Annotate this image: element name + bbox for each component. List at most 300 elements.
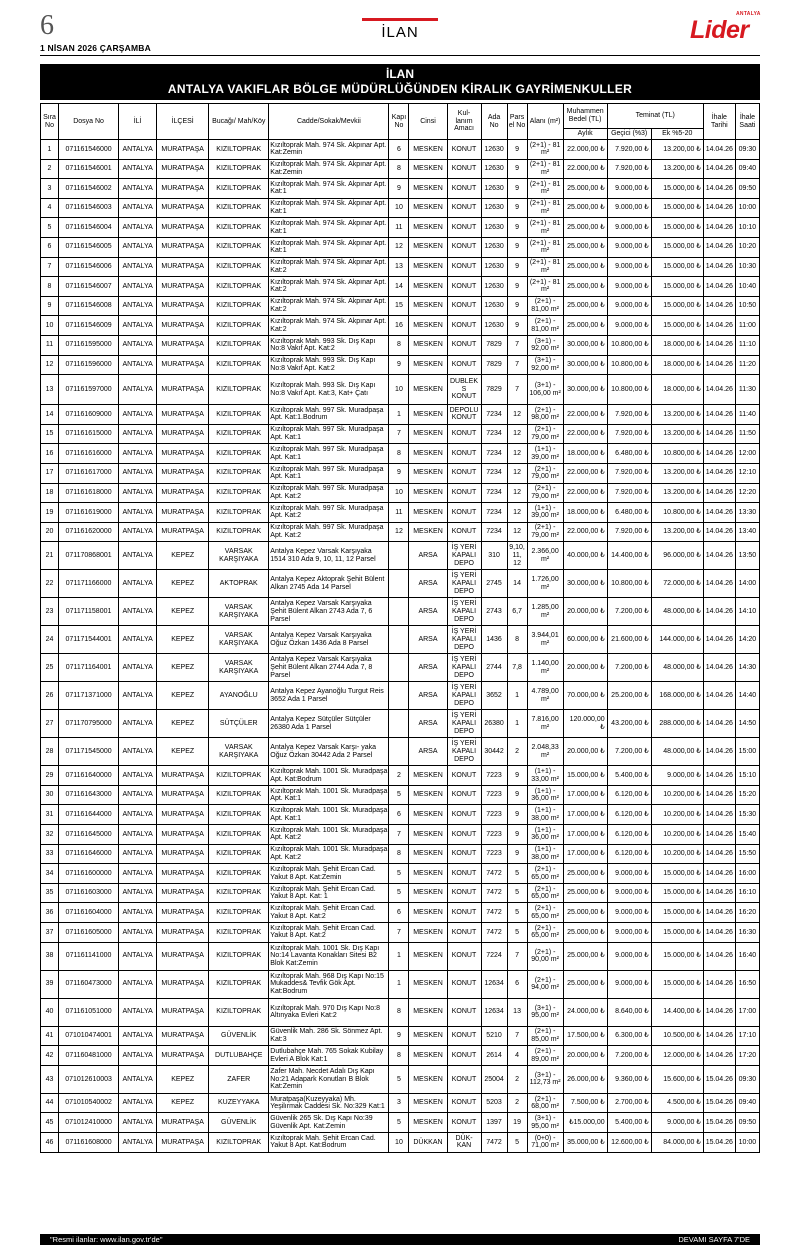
cell-kapi xyxy=(389,682,409,710)
cell-ek: 18.000,00 ₺ xyxy=(651,335,703,355)
notice-title-bar xyxy=(40,64,760,100)
cell-no: 46 xyxy=(41,1133,59,1153)
cell-ek: 13.200,00 ₺ xyxy=(651,159,703,179)
table-row xyxy=(41,654,760,682)
cell-ada: 7234 xyxy=(481,483,507,503)
cell-bedel: 22.000,00 ₺ xyxy=(563,159,607,179)
cell-cinsi: MESKEN xyxy=(409,1093,447,1113)
cell-ada: 12630 xyxy=(481,198,507,218)
table-row xyxy=(41,198,760,218)
cell-ek: 13.200,00 ₺ xyxy=(651,463,703,483)
cell-parsel: 7 xyxy=(507,1026,527,1046)
cell-ada: 7829 xyxy=(481,375,507,405)
cell-parsel: 12 xyxy=(507,424,527,444)
cell-ada: 7472 xyxy=(481,864,507,884)
cell-alan: 1.726,00 m² xyxy=(527,570,563,598)
cell-bedel: 17.000,00 ₺ xyxy=(563,805,607,825)
cell-cinsi: MESKEN xyxy=(409,785,447,805)
cell-saat: 15:40 xyxy=(735,825,759,845)
cell-tarih: 14.04.26 xyxy=(703,626,735,654)
cell-gecici: 12.600,00 ₺ xyxy=(607,1133,651,1153)
cell-ada: 2614 xyxy=(481,1046,507,1066)
cell-saat: 17:10 xyxy=(735,1026,759,1046)
col-header-ada: Ada No xyxy=(481,104,507,140)
cell-ilce: KEPEZ xyxy=(157,1093,209,1113)
cell-ek: 10.200,00 ₺ xyxy=(651,844,703,864)
cell-bedel: 18.000,00 ₺ xyxy=(563,503,607,523)
newspaper-logo xyxy=(690,11,761,46)
cell-dosya: 071161640000 xyxy=(59,766,119,786)
cell-amac: KONUT xyxy=(447,923,481,943)
cell-gecici: 7.920,00 ₺ xyxy=(607,463,651,483)
cell-gecici: 7.920,00 ₺ xyxy=(607,424,651,444)
cell-ilce: MURATPAŞA xyxy=(157,503,209,523)
cell-no: 34 xyxy=(41,864,59,884)
cell-saat: 10:20 xyxy=(735,237,759,257)
cell-gecici: 7.920,00 ₺ xyxy=(607,405,651,425)
cell-bucak: KIZILTOPRAK xyxy=(209,405,269,425)
cell-ilce: MURATPAŞA xyxy=(157,942,209,970)
cell-saat: 15:50 xyxy=(735,844,759,864)
cell-dosya: 071161546000 xyxy=(59,140,119,160)
cell-kapi: 10 xyxy=(389,375,409,405)
cell-alan: (0+0) - 71,00 m² xyxy=(527,1133,563,1153)
cell-dosya: 071171544001 xyxy=(59,626,119,654)
cell-bucak: DUTLUBAHÇE xyxy=(209,1046,269,1066)
cell-ada: 5210 xyxy=(481,1026,507,1046)
cell-parsel: 12 xyxy=(507,522,527,542)
table-row xyxy=(41,316,760,336)
cell-parsel: 9 xyxy=(507,179,527,199)
cell-alan: (2+1) - 94,00 m² xyxy=(527,970,563,998)
cell-cadde: Kızıltoprak Mah. 974 Sk. Akpınar Apt. Kat:Zemin xyxy=(269,140,389,160)
cell-cinsi: MESKEN xyxy=(409,844,447,864)
cell-saat: 09:30 xyxy=(735,1065,759,1093)
cell-dosya: 071161141000 xyxy=(59,942,119,970)
cell-ada: 7234 xyxy=(481,405,507,425)
cell-ek: 15.000,00 ₺ xyxy=(651,883,703,903)
cell-ek: 4.500,00 ₺ xyxy=(651,1093,703,1113)
cell-dosya: 071161546008 xyxy=(59,296,119,316)
cell-ada: 26380 xyxy=(481,710,507,738)
cell-kapi: 9 xyxy=(389,355,409,375)
footer-note: "Resmi ilanlar: www.ilan.gov.tr'de" xyxy=(50,1235,163,1244)
cell-bedel: 15.000,00 ₺ xyxy=(563,766,607,786)
cell-ek: 9.000,00 ₺ xyxy=(651,766,703,786)
cell-parsel: 6,7 xyxy=(507,598,527,626)
cell-kapi: 16 xyxy=(389,316,409,336)
cell-saat: 15:00 xyxy=(735,738,759,766)
cell-il: ANTALYA xyxy=(119,444,157,464)
cell-no: 13 xyxy=(41,375,59,405)
cell-il: ANTALYA xyxy=(119,1133,157,1153)
table-row xyxy=(41,903,760,923)
cell-bucak: KIZILTOPRAK xyxy=(209,198,269,218)
cell-ada: 12634 xyxy=(481,970,507,998)
cell-cinsi: ARSA xyxy=(409,626,447,654)
cell-ilce: MURATPAŞA xyxy=(157,405,209,425)
cell-amac: KONUT xyxy=(447,1026,481,1046)
cell-tarih: 14.04.26 xyxy=(703,375,735,405)
cell-amac: İŞ YERİ KAPALI DEPO xyxy=(447,570,481,598)
cell-bedel: 25.000,00 ₺ xyxy=(563,923,607,943)
cell-gecici: 7.200,00 ₺ xyxy=(607,738,651,766)
cell-ada: 3652 xyxy=(481,682,507,710)
cell-gecici: 9.000,00 ₺ xyxy=(607,883,651,903)
cell-ek: 96.000,00 ₺ xyxy=(651,542,703,570)
cell-no: 1 xyxy=(41,140,59,160)
cell-saat: 16:10 xyxy=(735,883,759,903)
cell-amac: KONUT xyxy=(447,1093,481,1113)
cell-cinsi: MESKEN xyxy=(409,424,447,444)
table-row xyxy=(41,503,760,523)
cell-no: 20 xyxy=(41,522,59,542)
cell-parsel: 9 xyxy=(507,825,527,845)
cell-cadde: Kızıltoprak Mah. 997 Sk. Muradpaşa Apt. Kat:1 xyxy=(269,444,389,464)
cell-cinsi: MESKEN xyxy=(409,375,447,405)
cell-no: 25 xyxy=(41,654,59,682)
cell-bucak: KIZILTOPRAK xyxy=(209,140,269,160)
cell-kapi: 12 xyxy=(389,522,409,542)
cell-cadde: Kızıltoprak Mah. Şehit Ercan Cad. Yakut 8 Apt. Kat:Bodrum xyxy=(269,1133,389,1153)
cell-ek: 13.200,00 ₺ xyxy=(651,522,703,542)
cell-dosya: 071161603000 xyxy=(59,883,119,903)
cell-no: 17 xyxy=(41,463,59,483)
table-row xyxy=(41,598,760,626)
cell-kapi: 8 xyxy=(389,998,409,1026)
cell-parsel: 1 xyxy=(507,682,527,710)
cell-tarih: 14.04.26 xyxy=(703,542,735,570)
cell-ada: 7234 xyxy=(481,522,507,542)
table-row xyxy=(41,483,760,503)
cell-gecici: 10.800,00 ₺ xyxy=(607,375,651,405)
cell-il: ANTALYA xyxy=(119,864,157,884)
table-row xyxy=(41,1065,760,1093)
cell-dosya: 071012410000 xyxy=(59,1113,119,1133)
cell-cadde: Kızıltoprak Mah. 993 Sk. Dış Kapı No:8 Vakıf Apt. Kat:2 xyxy=(269,335,389,355)
cell-bedel: 22.000,00 ₺ xyxy=(563,483,607,503)
cell-tarih: 14.04.26 xyxy=(703,522,735,542)
cell-alan: (2+1) - 81,00 m² xyxy=(527,316,563,336)
cell-tarih: 14.04.26 xyxy=(703,335,735,355)
cell-ada: 7234 xyxy=(481,503,507,523)
cell-amac: İŞ YERİ KAPALI DEPO xyxy=(447,682,481,710)
cell-cadde: Muratpaşa(Kuzeyyaka) Mh. Yeşilırmak Caddesi Sk. No:329 Kat:1 xyxy=(269,1093,389,1113)
table-row xyxy=(41,1093,760,1113)
cell-ilce: MURATPAŞA xyxy=(157,335,209,355)
cell-tarih: 14.04.26 xyxy=(703,277,735,297)
cell-saat: 10:40 xyxy=(735,277,759,297)
cell-bucak: VARSAK KARŞIYAKA xyxy=(209,542,269,570)
table-row xyxy=(41,883,760,903)
cell-amac: KONUT xyxy=(447,198,481,218)
cell-tarih: 14.04.26 xyxy=(703,970,735,998)
cell-cadde: Kızıltoprak Mah. 974 Sk. Akpınar Apt. Kat:1 xyxy=(269,218,389,238)
cell-alan: (2+1) - 65,00 m² xyxy=(527,883,563,903)
rental-listing-table xyxy=(40,103,760,1153)
table-row xyxy=(41,140,760,160)
cell-il: ANTALYA xyxy=(119,626,157,654)
cell-tarih: 14.04.26 xyxy=(703,942,735,970)
notice-subtitle: ANTALYA VAKIFLAR BÖLGE MÜDÜRLÜĞÜNDEN KİRALIK GAYRİMENKULLER xyxy=(167,82,633,96)
cell-bedel: 17.000,00 ₺ xyxy=(563,844,607,864)
cell-alan: (2+1) - 98,00 m² xyxy=(527,405,563,425)
cell-ek: 10.200,00 ₺ xyxy=(651,785,703,805)
cell-ilce: KEPEZ xyxy=(157,1065,209,1093)
cell-bedel: 60.000,00 ₺ xyxy=(563,626,607,654)
cell-gecici: 9.000,00 ₺ xyxy=(607,257,651,277)
cell-parsel: 9 xyxy=(507,844,527,864)
cell-cinsi: MESKEN xyxy=(409,522,447,542)
cell-cinsi: ARSA xyxy=(409,654,447,682)
cell-tarih: 14.04.26 xyxy=(703,237,735,257)
cell-tarih: 14.04.26 xyxy=(703,844,735,864)
cell-cadde: Kızıltoprak Mah. 993 Sk. Dış Kapı No:8 Vakıf Apt. Kat:3, Kat+ Çatı xyxy=(269,375,389,405)
cell-cinsi: MESKEN xyxy=(409,405,447,425)
cell-saat: 11:20 xyxy=(735,355,759,375)
cell-kapi: 6 xyxy=(389,805,409,825)
cell-il: ANTALYA xyxy=(119,316,157,336)
cell-cadde: Zafer Mah. Necdet Adalı Dış Kapı No:21 Adapark Konutları B Blok Kat:Zemin xyxy=(269,1065,389,1093)
cell-ilce: MURATPAŞA xyxy=(157,444,209,464)
cell-il: ANTALYA xyxy=(119,903,157,923)
cell-no: 18 xyxy=(41,483,59,503)
cell-kapi xyxy=(389,738,409,766)
cell-dosya: 071161546006 xyxy=(59,257,119,277)
cell-cadde: Kızıltoprak Mah. 993 Sk. Dış Kapı No:8 Vakıf Apt. Kat:2 xyxy=(269,355,389,375)
table-row xyxy=(41,335,760,355)
cell-alan: (3+1) - 95,00 m² xyxy=(527,998,563,1026)
cell-dosya: 071161608000 xyxy=(59,1133,119,1153)
cell-dosya: 071160473000 xyxy=(59,970,119,998)
cell-ek: 13.200,00 ₺ xyxy=(651,140,703,160)
cell-saat: 11:30 xyxy=(735,375,759,405)
table-row xyxy=(41,277,760,297)
cell-ek: 10.200,00 ₺ xyxy=(651,825,703,845)
cell-amac: KONUT xyxy=(447,903,481,923)
cell-cinsi: MESKEN xyxy=(409,483,447,503)
cell-alan: (2+1) - 81 m² xyxy=(527,179,563,199)
cell-ada: 310 xyxy=(481,542,507,570)
cell-ilce: MURATPAŞA xyxy=(157,179,209,199)
cell-bedel: 40.000,00 ₺ xyxy=(563,542,607,570)
cell-gecici: 6.120,00 ₺ xyxy=(607,844,651,864)
cell-bedel: 22.000,00 ₺ xyxy=(563,140,607,160)
cell-parsel: 7,8 xyxy=(507,654,527,682)
cell-no: 39 xyxy=(41,970,59,998)
cell-cadde: Antalya Kepez Varsak Karşıyaka Şehit Bülent Alkan 2744 Ada 7, 8 Parsel xyxy=(269,654,389,682)
footer-continued: DEVAMI SAYFA 7'DE xyxy=(678,1235,750,1244)
cell-parsel: 9 xyxy=(507,140,527,160)
cell-dosya: 071161617000 xyxy=(59,463,119,483)
cell-no: 23 xyxy=(41,598,59,626)
cell-no: 11 xyxy=(41,335,59,355)
cell-dosya: 071170795000 xyxy=(59,710,119,738)
cell-tarih: 14.04.26 xyxy=(703,483,735,503)
cell-ada: 30442 xyxy=(481,738,507,766)
cell-tarih: 14.04.26 xyxy=(703,159,735,179)
cell-tarih: 14.04.26 xyxy=(703,805,735,825)
cell-no: 6 xyxy=(41,237,59,257)
cell-cinsi: MESKEN xyxy=(409,179,447,199)
cell-amac: KONUT xyxy=(447,1046,481,1066)
cell-cinsi: MESKEN xyxy=(409,503,447,523)
cell-kapi: 7 xyxy=(389,424,409,444)
cell-dosya: 071161620000 xyxy=(59,522,119,542)
cell-tarih: 14.04.26 xyxy=(703,1026,735,1046)
cell-ek: 15.000,00 ₺ xyxy=(651,864,703,884)
table-row xyxy=(41,805,760,825)
cell-alan: (2+1) - 81 m² xyxy=(527,198,563,218)
listing-table-wrapper xyxy=(40,103,760,1233)
table-row xyxy=(41,825,760,845)
cell-gecici: 9.000,00 ₺ xyxy=(607,903,651,923)
cell-amac: KONUT xyxy=(447,277,481,297)
cell-bucak: KIZILTOPRAK xyxy=(209,335,269,355)
cell-amac: KONUT xyxy=(447,316,481,336)
cell-tarih: 14.04.26 xyxy=(703,766,735,786)
cell-cadde: Kızıltoprak Mah. Şehit Ercan Cad. Yakut 8 Apt. Kat:2 xyxy=(269,903,389,923)
cell-cadde: Antalya Kepez Varsak Karşıyaka 1514 310 Ada 9, 10, 11, 12 Parsel xyxy=(269,542,389,570)
cell-bedel: 25.000,00 ₺ xyxy=(563,903,607,923)
cell-cadde: Kızıltoprak Mah. 1001 Sk. Muradpaşa Apt. Kat:1 xyxy=(269,805,389,825)
cell-ada: 7472 xyxy=(481,923,507,943)
cell-ilce: MURATPAŞA xyxy=(157,766,209,786)
cell-no: 35 xyxy=(41,883,59,903)
cell-amac: KONUT xyxy=(447,355,481,375)
cell-alan: 4.789,00 m² xyxy=(527,682,563,710)
cell-ada: 7223 xyxy=(481,805,507,825)
cell-tarih: 15.04.26 xyxy=(703,1065,735,1093)
cell-ek: 72.000,00 ₺ xyxy=(651,570,703,598)
cell-ek: 14.400,00 ₺ xyxy=(651,998,703,1026)
cell-parsel: 8 xyxy=(507,626,527,654)
cell-tarih: 15.04.26 xyxy=(703,1113,735,1133)
cell-kapi: 3 xyxy=(389,1093,409,1113)
cell-ada: 5203 xyxy=(481,1093,507,1113)
cell-cadde: Kızıltoprak Mah. 974 Sk. Akpınar Apt. Kat:2 xyxy=(269,316,389,336)
cell-tarih: 14.04.26 xyxy=(703,405,735,425)
cell-il: ANTALYA xyxy=(119,335,157,355)
cell-saat: 09:30 xyxy=(735,140,759,160)
cell-ek: 15.000,00 ₺ xyxy=(651,257,703,277)
cell-no: 43 xyxy=(41,1065,59,1093)
table-row xyxy=(41,179,760,199)
cell-ilce: MURATPAŞA xyxy=(157,1113,209,1133)
cell-cinsi: ARSA xyxy=(409,542,447,570)
cell-alan: 2.048,33 m² xyxy=(527,738,563,766)
cell-bucak: KIZILTOPRAK xyxy=(209,522,269,542)
cell-alan: 3.944,01 m² xyxy=(527,626,563,654)
cell-ilce: KEPEZ xyxy=(157,626,209,654)
cell-cinsi: MESKEN xyxy=(409,355,447,375)
cell-il: ANTALYA xyxy=(119,785,157,805)
cell-cadde: Kızıltoprak Mah. 1001 Sk. Muradpaşa Apt. Kat:Bodrum xyxy=(269,766,389,786)
cell-saat: 14:30 xyxy=(735,654,759,682)
cell-cinsi: ARSA xyxy=(409,598,447,626)
cell-tarih: 14.04.26 xyxy=(703,179,735,199)
cell-cadde: Antalya Kepez Ayanoğlu Turgut Reis 3652 Ada 1 Parsel xyxy=(269,682,389,710)
cell-ada: 12634 xyxy=(481,998,507,1026)
table-row xyxy=(41,942,760,970)
cell-bucak: AYANOĞLU xyxy=(209,682,269,710)
cell-bedel: 22.000,00 ₺ xyxy=(563,424,607,444)
cell-cadde: Kızıltoprak Mah. 1001 Sk. Muradpaşa Apt. Kat:2 xyxy=(269,844,389,864)
cell-saat: 09:50 xyxy=(735,179,759,199)
cell-dosya: 071161546007 xyxy=(59,277,119,297)
cell-kapi: 11 xyxy=(389,218,409,238)
cell-bucak: GÜVENLİK xyxy=(209,1026,269,1046)
cell-ek: 15.000,00 ₺ xyxy=(651,237,703,257)
cell-no: 40 xyxy=(41,998,59,1026)
cell-no: 5 xyxy=(41,218,59,238)
cell-cinsi: ARSA xyxy=(409,738,447,766)
cell-ada: 7472 xyxy=(481,883,507,903)
cell-parsel: 9 xyxy=(507,277,527,297)
cell-amac: KONUT xyxy=(447,1065,481,1093)
cell-kapi: 1 xyxy=(389,405,409,425)
cell-il: ANTALYA xyxy=(119,542,157,570)
cell-parsel: 6 xyxy=(507,970,527,998)
cell-gecici: 25.200,00 ₺ xyxy=(607,682,651,710)
cell-bedel: 70.000,00 ₺ xyxy=(563,682,607,710)
cell-kapi: 10 xyxy=(389,483,409,503)
cell-kapi xyxy=(389,654,409,682)
cell-gecici: 10.800,00 ₺ xyxy=(607,335,651,355)
cell-cadde: Kızıltoprak Mah. Şehit Ercan Cad. Yakut 8 Apt. Kat:2 xyxy=(269,923,389,943)
cell-no: 42 xyxy=(41,1046,59,1066)
table-row xyxy=(41,1133,760,1153)
cell-tarih: 14.04.26 xyxy=(703,682,735,710)
cell-bedel: 30.000,00 ₺ xyxy=(563,335,607,355)
cell-amac: İŞ YERİ KAPALI DEPO xyxy=(447,542,481,570)
cell-bucak: KIZILTOPRAK xyxy=(209,237,269,257)
cell-parsel: 9 xyxy=(507,218,527,238)
cell-cinsi: MESKEN xyxy=(409,1026,447,1046)
cell-cinsi: MESKEN xyxy=(409,883,447,903)
section-title: İLAN xyxy=(381,24,419,41)
cell-bedel: 24.000,00 ₺ xyxy=(563,998,607,1026)
cell-bedel: 20.000,00 ₺ xyxy=(563,1046,607,1066)
cell-ilce: MURATPAŞA xyxy=(157,1133,209,1153)
cell-cadde: Kızıltoprak Mah. 997 Sk. Muradpaşa Apt. Kat:2 xyxy=(269,503,389,523)
cell-saat: 10:00 xyxy=(735,1133,759,1153)
cell-amac: KONUT xyxy=(447,970,481,998)
table-row xyxy=(41,405,760,425)
table-row xyxy=(41,1026,760,1046)
cell-bedel: 20.000,00 ₺ xyxy=(563,738,607,766)
cell-bedel: 25.000,00 ₺ xyxy=(563,864,607,884)
cell-amac: KONUT xyxy=(447,179,481,199)
cell-no: 7 xyxy=(41,257,59,277)
cell-bucak: KIZILTOPRAK xyxy=(209,1133,269,1153)
cell-parsel: 7 xyxy=(507,355,527,375)
cell-amac: İŞ YERİ KAPALI DEPO xyxy=(447,598,481,626)
table-row xyxy=(41,463,760,483)
cell-dosya: 071161619000 xyxy=(59,503,119,523)
cell-il: ANTALYA xyxy=(119,998,157,1026)
cell-dosya: 071161618000 xyxy=(59,483,119,503)
cell-il: ANTALYA xyxy=(119,522,157,542)
page-number: 6 xyxy=(40,10,54,41)
cell-kapi: 8 xyxy=(389,159,409,179)
cell-no: 8 xyxy=(41,277,59,297)
cell-gecici: 9.000,00 ₺ xyxy=(607,179,651,199)
cell-saat: 14:50 xyxy=(735,710,759,738)
cell-ada: 7223 xyxy=(481,766,507,786)
cell-bucak: KUZEYYAKA xyxy=(209,1093,269,1113)
col-header-ilce: İLÇESİ xyxy=(157,104,209,140)
